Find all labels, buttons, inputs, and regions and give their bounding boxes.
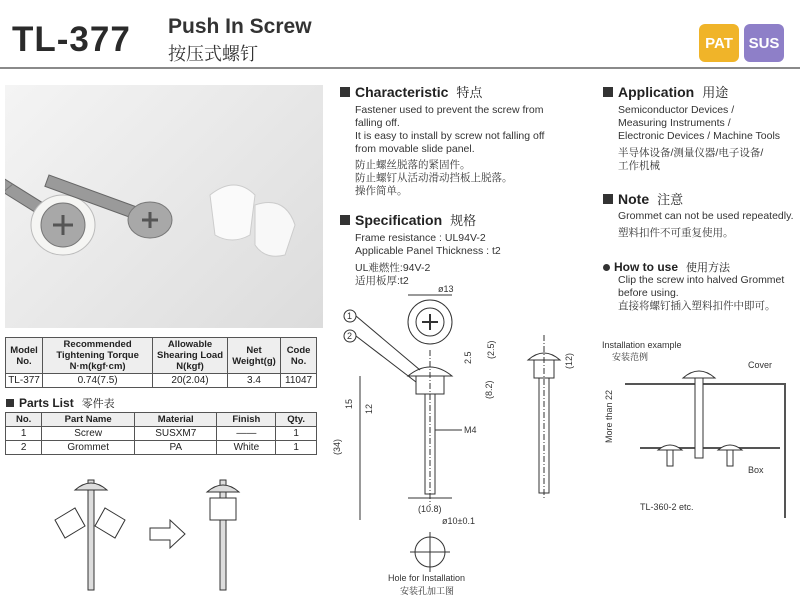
spec-header-weight: Net Weight(g) bbox=[227, 338, 280, 374]
text-line: Semiconductor Devices / bbox=[618, 104, 735, 116]
tl-label: TL-360-2 etc. bbox=[640, 502, 694, 512]
dim-2-5p: (2.5) bbox=[486, 340, 496, 359]
text-line: before using. bbox=[618, 287, 679, 299]
note-heading bbox=[603, 189, 683, 208]
table-cell: White bbox=[217, 441, 276, 455]
dim-10-8: (10.8) bbox=[418, 504, 442, 514]
hole-label-cn: 安装孔加工图 bbox=[400, 586, 455, 596]
howto-heading bbox=[603, 259, 730, 275]
parts-header-no: No. bbox=[6, 413, 42, 427]
parts-list-heading bbox=[6, 395, 115, 411]
install-title: Installation example bbox=[602, 340, 682, 350]
dim-12: 12 bbox=[364, 403, 374, 414]
table-cell: Grommet bbox=[42, 441, 135, 455]
box-label: Box bbox=[748, 465, 764, 475]
howto-title-cn: 使用方法 bbox=[686, 262, 731, 274]
table-cell: SUSXM7 bbox=[135, 427, 217, 441]
text-line: 塑料扣件不可重复使用。 bbox=[618, 227, 734, 239]
text-line: It is easy to install by screw not falling off bbox=[355, 130, 545, 142]
parts-header-finish: Finish bbox=[217, 413, 276, 427]
application-title: Application bbox=[618, 84, 695, 100]
more-label: More than 22 bbox=[604, 389, 614, 443]
table-row bbox=[6, 441, 317, 455]
text-line: 防止螺钉从活动滑动挡板上脱落。 bbox=[355, 172, 513, 184]
table-cell: PA bbox=[135, 441, 217, 455]
howto-title: How to use bbox=[614, 260, 679, 274]
specification-heading bbox=[340, 210, 476, 229]
text-line: Fastener used to prevent the screw from bbox=[355, 104, 544, 116]
table-cell: 3.4 bbox=[227, 374, 280, 388]
parts-table bbox=[5, 412, 317, 455]
product-title-cn: 按压式螺钉 bbox=[168, 44, 258, 64]
specification-title: Specification bbox=[355, 212, 443, 228]
parts-header-material: Material bbox=[135, 413, 217, 427]
table-cell: 0.74(7.5) bbox=[43, 374, 153, 388]
table-cell: 1 bbox=[6, 427, 42, 441]
characteristic-heading bbox=[340, 82, 482, 101]
text-line: 工作机械 bbox=[618, 160, 660, 172]
text-line: 半导体设备/测量仪器/电子设备/ bbox=[618, 147, 764, 159]
parts-title-cn: 零件表 bbox=[81, 398, 115, 410]
text-line: 防止螺丝脱落的紧固件。 bbox=[355, 159, 471, 171]
characteristic-title: Characteristic bbox=[355, 84, 449, 100]
application-heading bbox=[603, 82, 728, 101]
sus-badge: SUS bbox=[744, 24, 784, 62]
dim-8-2: (8.2) bbox=[484, 380, 494, 399]
specification-title-cn: 规格 bbox=[450, 213, 477, 228]
dim-15: 15 bbox=[344, 398, 354, 409]
assembly-illustration bbox=[40, 470, 280, 595]
text-line: from movable slide panel. bbox=[355, 143, 475, 155]
dim-34: (34) bbox=[332, 438, 342, 455]
parts-header-qty: Qty. bbox=[276, 413, 317, 427]
dim-12b: (12) bbox=[564, 352, 574, 369]
installation-diagram bbox=[600, 338, 798, 538]
spec-header-model: Model No. bbox=[6, 338, 43, 374]
table-row bbox=[6, 374, 317, 388]
text-line: Frame resistance : UL94V-2 bbox=[355, 232, 486, 244]
product-photo bbox=[5, 85, 323, 328]
note-text bbox=[618, 210, 798, 240]
text-line: Grommet can not be used repeatedly. bbox=[618, 210, 794, 222]
product-title: Push In Screw bbox=[168, 15, 312, 38]
table-cell: 11047 bbox=[281, 374, 317, 388]
hole-label-en: Hole for Installation bbox=[388, 573, 466, 583]
parts-title: Parts List bbox=[19, 396, 74, 410]
text-line: 直接将螺钉插入塑料扣件中即可。 bbox=[618, 300, 776, 312]
table-cell: TL-377 bbox=[6, 374, 43, 388]
table-cell: 2 bbox=[6, 441, 42, 455]
text-line: Applicable Panel Thickness : t2 bbox=[355, 245, 501, 257]
callout-2: 2 bbox=[347, 331, 353, 341]
application-text bbox=[618, 104, 798, 173]
callout-1: 1 bbox=[347, 311, 353, 321]
spec-header-shear: Allowable Shearing Load N(kgf) bbox=[153, 338, 228, 374]
table-cell: 1 bbox=[276, 427, 317, 441]
text-line: 适用板厚:t2 bbox=[355, 275, 409, 287]
hole-dia: ø10±0.1 bbox=[442, 516, 475, 526]
pat-badge: PAT bbox=[699, 24, 739, 62]
dim-2-5: 2.5 bbox=[463, 351, 473, 364]
technical-drawing bbox=[330, 280, 595, 598]
note-title: Note bbox=[618, 191, 650, 207]
cover-label: Cover bbox=[748, 360, 773, 370]
header-divider bbox=[0, 67, 800, 69]
characteristic-text bbox=[355, 104, 585, 198]
dim-d13: ø13 bbox=[438, 284, 454, 294]
dim-m4: M4 bbox=[464, 425, 477, 435]
characteristic-title-cn: 特点 bbox=[456, 85, 483, 100]
text-line: Measuring Instruments / bbox=[618, 117, 731, 129]
install-title-cn: 安装范例 bbox=[612, 352, 649, 362]
text-line: 操作简单。 bbox=[355, 185, 408, 197]
text-line: Clip the screw into halved Grommet bbox=[618, 274, 785, 286]
spec-header-code: Code No. bbox=[281, 338, 317, 374]
spec-header-torque: Recommended Tightening Torque N·m(kgf·cm) bbox=[43, 338, 153, 374]
model-number: TL-377 bbox=[12, 20, 131, 59]
spec-table bbox=[5, 337, 317, 388]
note-title-cn: 注意 bbox=[657, 192, 684, 207]
text-line: Electronic Devices / Machine Tools bbox=[618, 130, 781, 142]
table-cell: 20(2.04) bbox=[153, 374, 228, 388]
text-line: falling off. bbox=[355, 117, 400, 129]
parts-header-name: Part Name bbox=[42, 413, 135, 427]
text-line: UL难燃性:94V-2 bbox=[355, 262, 431, 274]
howto-text bbox=[618, 274, 798, 313]
application-title-cn: 用途 bbox=[702, 85, 729, 100]
table-cell: —— bbox=[217, 427, 276, 441]
table-cell: 1 bbox=[276, 441, 317, 455]
table-row bbox=[6, 427, 317, 441]
table-cell: Screw bbox=[42, 427, 135, 441]
